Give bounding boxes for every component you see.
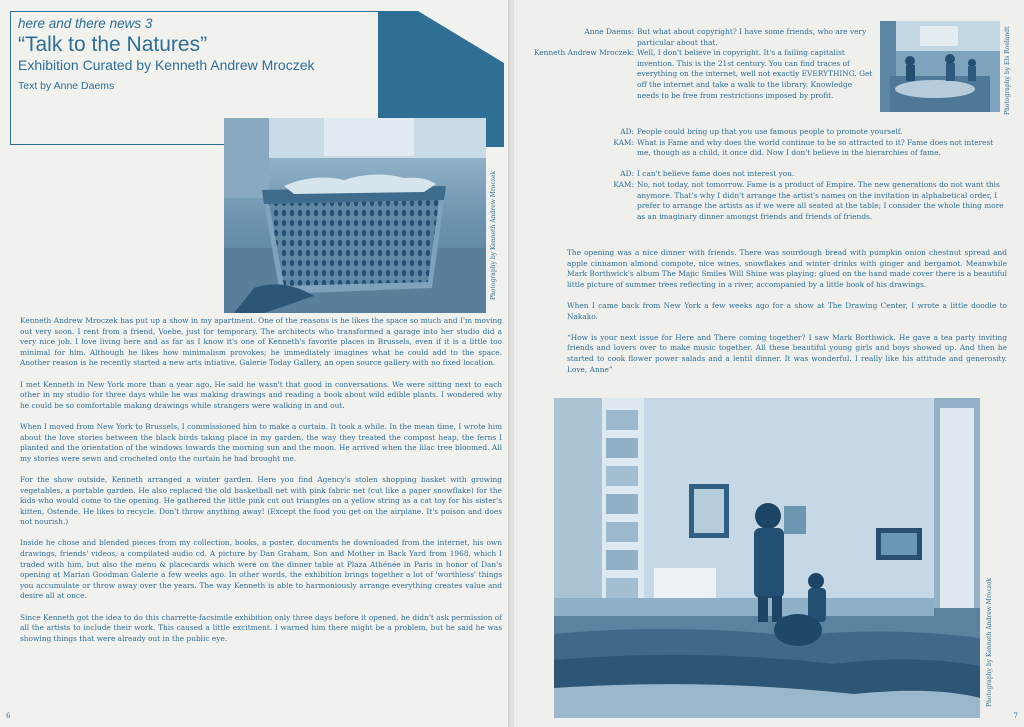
speaker-text: Well, I don't believe in copyright. It's a failing capitalist invention. This is the 21st century. You can find traces of everything on the internet, well not exactly EVERYTHING. Get off the internet and take a walk to the library. Knowledge needs to be free from restrictions imposed by profit.	[637, 48, 873, 100]
speaker-text: But what about copyright? I have some friends, who are very particular about that.	[637, 27, 867, 47]
interview-row	[576, 138, 1006, 159]
speaker-text: I can't believe fame does not interest you.	[637, 169, 795, 179]
speaker-label: KAM:	[613, 179, 634, 189]
dinner-photo-credit: Photography by Els Roelandt	[1004, 26, 1011, 115]
right-body-text	[567, 248, 1007, 386]
interview-row	[522, 48, 874, 101]
speaker-label: KAM:	[613, 137, 634, 147]
body-paragraph: For the show outside, Kenneth arranged a winter garden. Here you find Agency's stolen shopping basket with growing vegetables, a portable garden. He also replaced the old basketball net with pink fabric net (cut like a paper snowflake) for the kids who would come to the opening. He gathered the little pink cut out triangles on a yellow string as a cat toy for his sister's kitten, Ostende. He likes to recycle. Don't throw anything away! (Except the food you get on the airplane. It's poison and does not nourish.)	[20, 474, 502, 527]
speaker-text: What is Fame and why does the world continue to be so attracted to it? Fame does not interest me, though as a child, it once did. Now I don't believe in the hierarchies of fame.	[637, 137, 994, 158]
speaker-label: AD:	[620, 169, 634, 179]
basket-photo	[224, 118, 486, 313]
dinner-photo	[880, 21, 1000, 112]
body-paragraph: When I moved from New York to Brussels, I commissioned him to make a curtain. It took a while. In the mean time, I wrote him about the love stories between the black birds taking place in my garden, the way they treated the compost heap, the ferns I planted and the orientation of the windows towards the morning sun and the moon. He arrived when the lilac tree bloomed. All my stories were sewn and crocheted onto the curtain he had brought me.	[20, 421, 502, 463]
page-number-right: 7	[1013, 712, 1018, 720]
interview-block	[522, 27, 874, 101]
speaker-text: People could bring up that you use famous people to promote yourself.	[637, 127, 903, 136]
right-page	[514, 0, 1024, 727]
speaker-label: AD:	[620, 127, 634, 136]
left-page	[0, 0, 510, 727]
basket-photo-credit: Photography by Kenneth Andrew Mroczek	[490, 170, 497, 300]
article-subtitle: Exhibition Curated by Kenneth Andrew Mroczek	[18, 57, 315, 73]
article-title: “Talk to the Natures”	[18, 33, 208, 56]
body-paragraph: Inside he chose and blended pieces from my collection, books, a poster, documents he downloaded from the internet, his own drawings, friends' videos, a compilated audio cd. A picture by Dan Graham, Son and Mother in Back Yard from 1968, which I traded with him, but also the menu & placecards which were on the dinner table at Plaza Athénée in Paris in honor of Dan's opening at Marian Goodman Galerie a few weeks ago. In other words, the exhibition brings together a lot of 'worthless' things you accumulate or throw away over the years. The way Kenneth is able to harmoniously arrange everything creates value and desire all at once.	[20, 538, 502, 601]
byline: Text by Anne Daems	[18, 80, 115, 92]
interview-block-short	[576, 127, 1006, 222]
speaker-label: Kenneth Andrew Mroczek:	[533, 48, 634, 58]
room-photo	[554, 398, 980, 718]
body-paragraph: The opening was a nice dinner with friends. There was sourdough bread with pumpkin onion chestnut spread and apple cinnamon almond compote, nice wines, snowflakes and winter drinks with ginger and bergamot. Meanwhile Mark Borthwick's album The Majic Smiles Will Shine was playing; glued on the hand made cover there is a beautiful little picture of summer trees reflecting in a river, accompanied by a little book of his drawings.	[567, 248, 1007, 289]
interview-row	[576, 180, 1006, 222]
body-paragraph: Kenneth Andrew Mroczek has put up a show in my apartment. One of the reasons is he likes the space so much and I'm moving out very soon. I rent from a friend, Voebe, just for temporary. The architects who transformed a garage into her studio did a very nice job. I love living here and as far as I know it's one of Kenneth's favorite places in Brussels, even if it is a little too minimal for him. Although he likes how minimalism provokes; he immediately imagines what he could add to the space. Another reason is he recently started a new arts intiative, Galerie Today Gallery, an open source gallery with no fixed location.	[20, 316, 502, 368]
interview-row	[522, 27, 874, 48]
body-paragraph: When I came back from New York a few weeks ago for a show at The Drawing Center, I wrote a little doodle to Nakako.	[567, 300, 1007, 321]
body-paragraph: I met Kenneth in New York more than a year ago. He said he wasn't that good in conversations. We were sitting next to each other in my studio for three days while he was making drawings and reading a book about wild edible plants. I wondered why he could be so comfortable making drawings while strangers were walking in and out.	[20, 379, 502, 410]
series-label: here and there news 3	[18, 16, 153, 31]
interview-row	[576, 127, 1006, 138]
left-body-text	[20, 316, 502, 655]
body-paragraph: Since Kenneth got the idea to do this charrette-facsimile exhibition only three days before it opened, he didn't ask permission of all the artists to include their work. This caused a little excitment. I warned him there might be a problem, but he said he was showing things that were already out in the public eye.	[20, 612, 502, 643]
room-photo-credit: Photography by Kenneth Andrew Mroczek	[986, 577, 993, 707]
speaker-text: No, not today, not tomorrow. Fame is a product of Empire. The new generations do not want this anymore. That's why I didn't arrange the artist's names on the invitation in alphabetical order, I prefer to arrange the artists as if we were all seated at the table; I consider the whole thing more as an imaginary dinner amongst friends and friends of friends.	[637, 179, 1004, 221]
body-paragraph: “How is your next issue for Here and There coming together? I saw Mark Borthwick. He gave a tea party inviting friends and lovers over to make music together. All these beautiful young girls and boys showed up. And then he started to cook flower power salads and a lentil dinner. It was wonderful. I really like his attitude and generosity. Love, Anne”	[567, 332, 1007, 374]
interview-row	[576, 169, 1006, 180]
speaker-label: Anne Daems:	[584, 27, 634, 36]
page-number-left: 6	[6, 712, 11, 720]
